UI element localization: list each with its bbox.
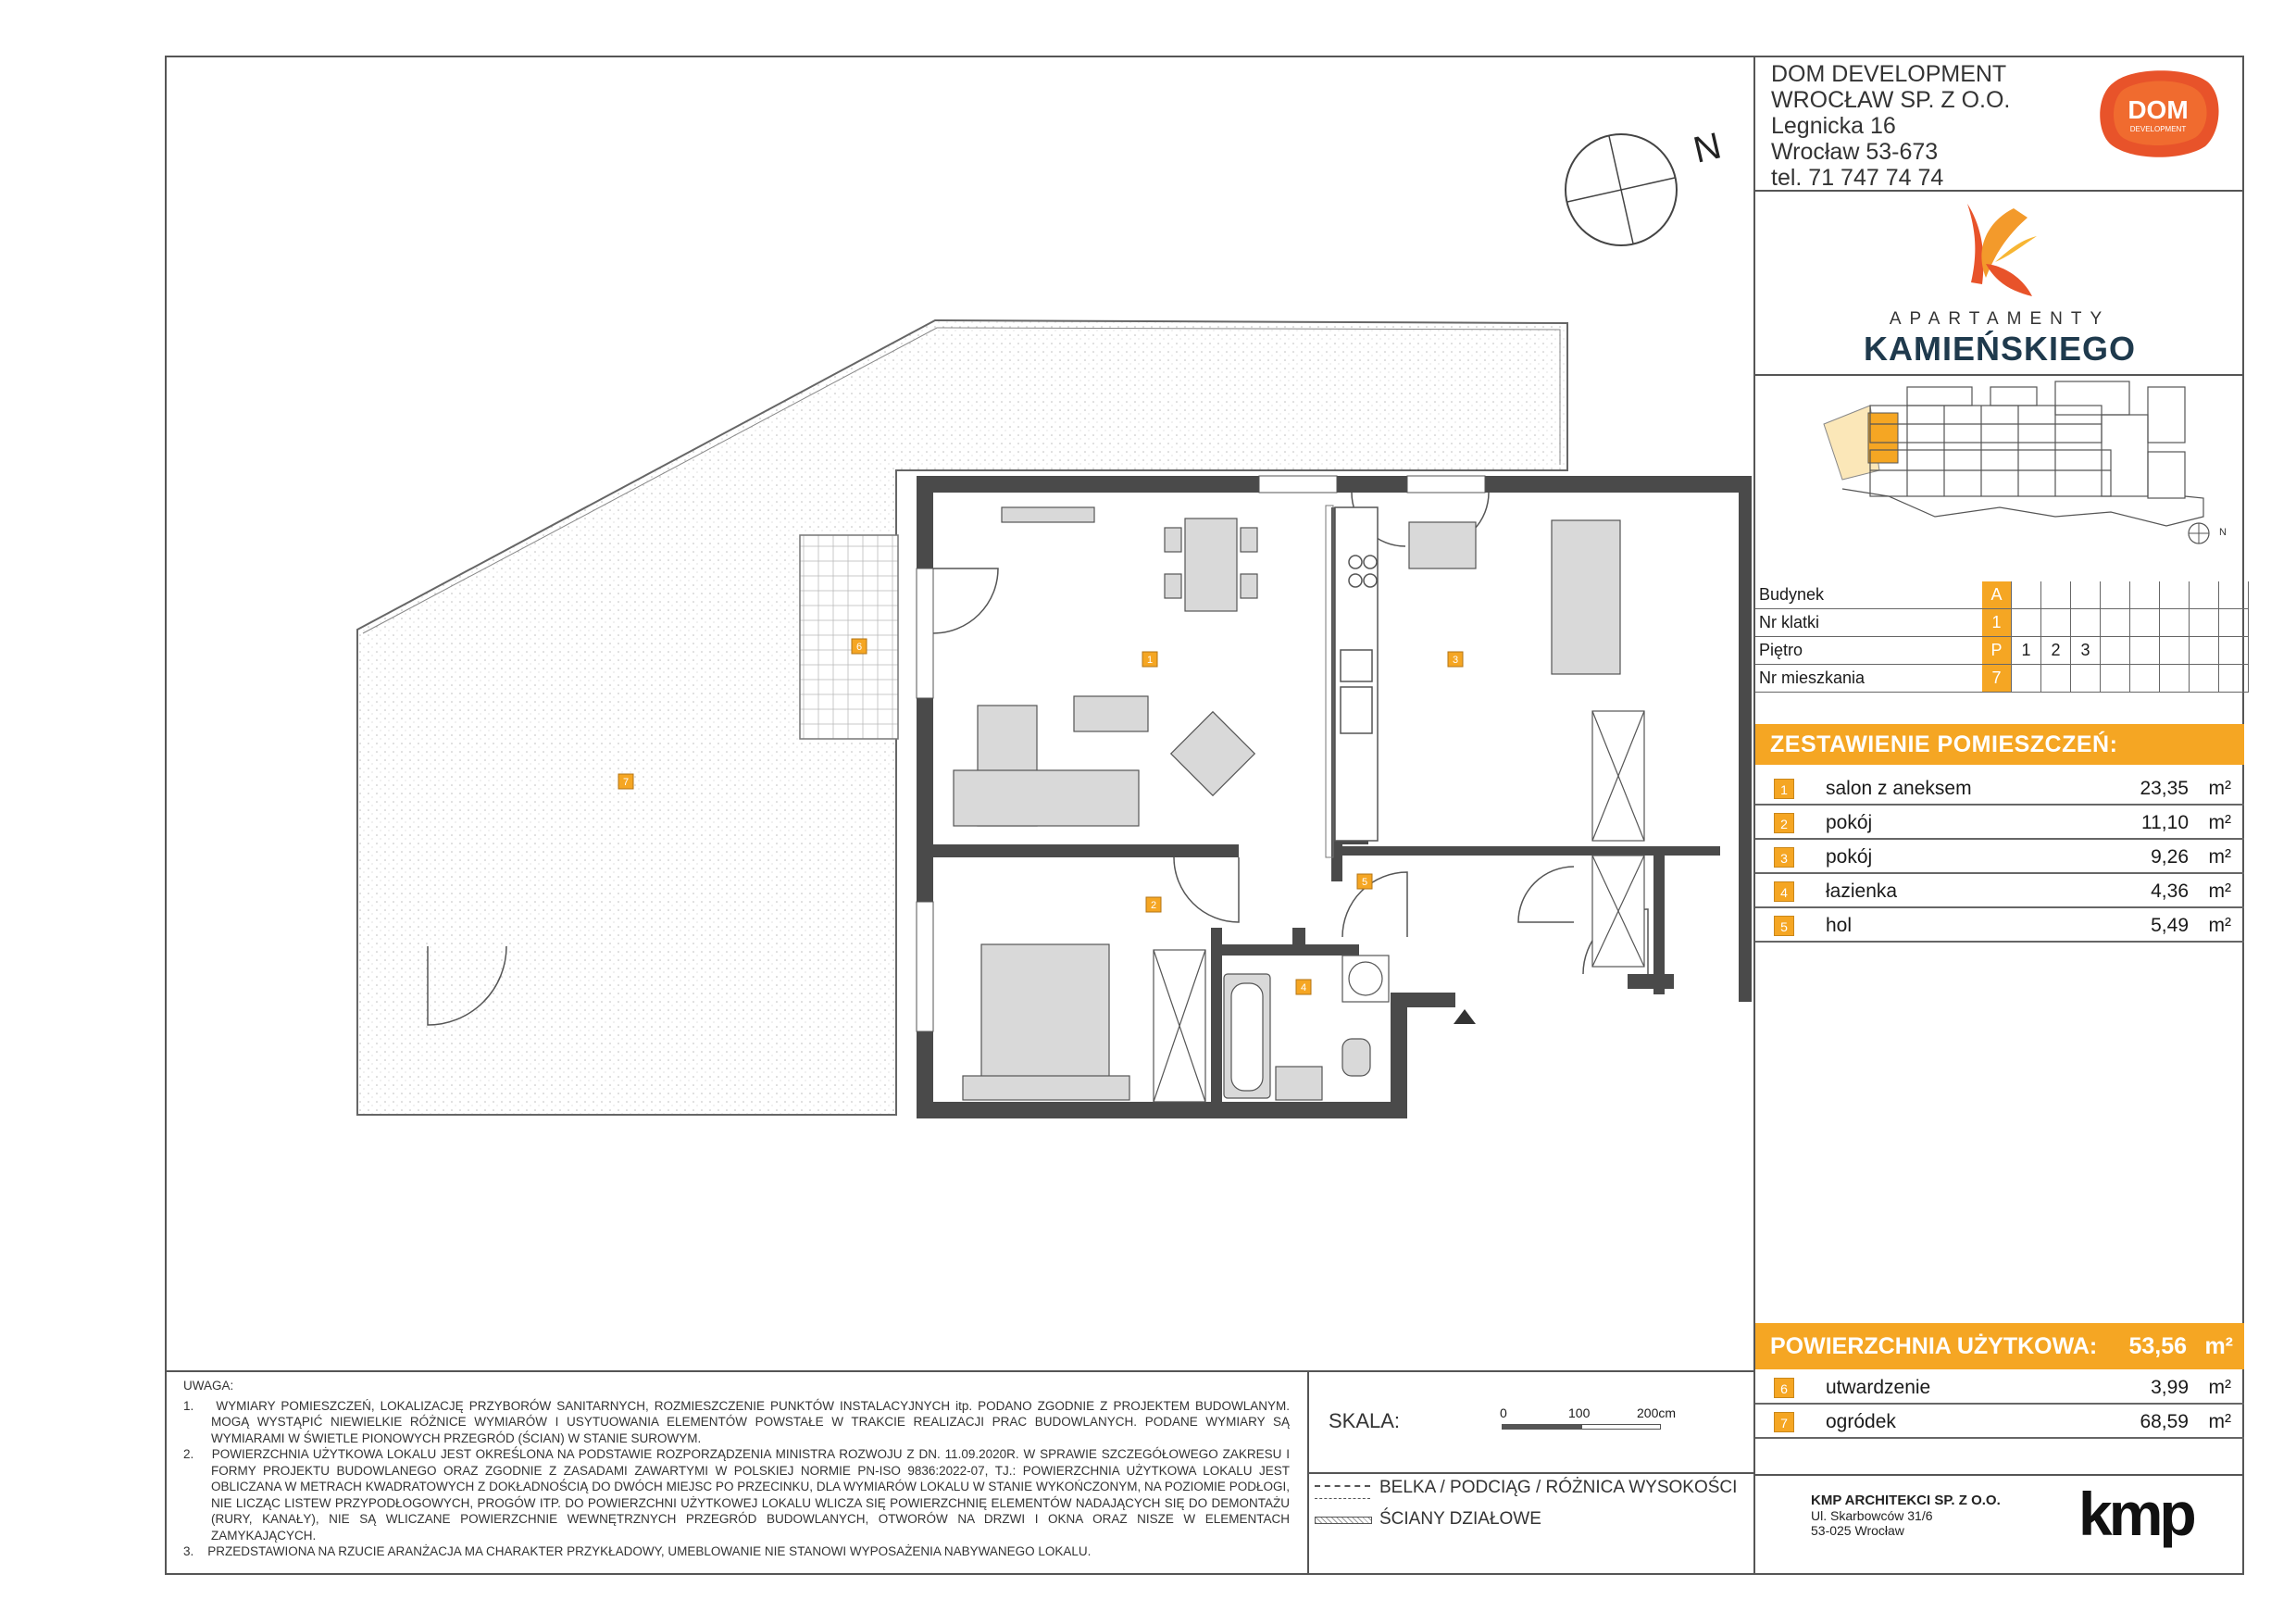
dom-logo-subtext: DEVELOPMENT (2129, 125, 2187, 133)
architect-name: KMP ARCHITEKCI SP. Z O.O. (1811, 1493, 2001, 1508)
info-cell (2071, 665, 2101, 693)
info-cell (2101, 665, 2130, 693)
notes (183, 1378, 1290, 1560)
info-cell (2101, 609, 2130, 637)
building-keyplan (1815, 378, 2240, 577)
info-cell (2219, 609, 2249, 637)
info-cell (2219, 581, 2249, 609)
room-label-number: 4 (1300, 982, 1307, 993)
developer-city: Wrocław 53-673 (1771, 139, 1939, 165)
room-area: 3,99 (2151, 1377, 2189, 1398)
rooms-header: ZESTAWIENIE POMIESZCZEŃ: (1755, 724, 2244, 765)
room-area-unit: m² (2208, 1411, 2231, 1432)
legend-walls: ŚCIANY DZIAŁOWE (1379, 1509, 1541, 1529)
room-area: 5,49 (2151, 915, 2189, 936)
living-furniture (954, 696, 1254, 826)
room-name: pokój (1826, 846, 1873, 868)
room-number-badge: 5 (1774, 916, 1794, 936)
total-area-label: POWIERZCHNIA UŻYTKOWA: (1770, 1333, 2098, 1359)
total-area-value: 53,56 (2128, 1333, 2187, 1359)
info-cell (2160, 581, 2190, 609)
info-cell (2160, 665, 2190, 693)
info-cell (2130, 609, 2160, 637)
total-area-row (1755, 1323, 2244, 1369)
scale-label: SKALA: (1329, 1409, 1401, 1432)
note-3: 3. PRZEDSTAWIONA NA RZUCIE ARANŻACJA MA CHARAKTER PRZYKŁADOWY, UMEBLOWANIE NIE STANOWI WYPOSAŻENIA NABYWANEGO LOKALU. (183, 1544, 1092, 1558)
room-row (1755, 909, 2244, 943)
kamienskiego-logo-mark (1958, 199, 2041, 301)
floor-plan (167, 57, 1752, 1368)
architect-city: 53-025 Wrocław (1811, 1523, 1904, 1538)
room-area: 68,59 (2140, 1411, 2189, 1432)
room-label-number: 1 (1146, 655, 1154, 666)
developer-name-2: WROCŁAW SP. Z O.O. (1771, 87, 2011, 113)
room-number-badge: 1 (1774, 779, 1794, 799)
total-area-unit: m² (2204, 1333, 2233, 1359)
architect-street: Ul. Skarbowców 31/6 (1811, 1508, 1933, 1523)
north-compass (1566, 125, 1725, 245)
room-area: 9,26 (2151, 846, 2189, 868)
info-cell (2160, 637, 2190, 665)
info-cell (2041, 665, 2071, 693)
room-label-number: 7 (622, 777, 630, 788)
room-area: 4,36 (2151, 881, 2189, 902)
architect-info (1811, 1493, 2001, 1538)
info-cell (2071, 609, 2101, 637)
info-cell: 1 (1982, 609, 2012, 637)
info-cell (2190, 637, 2219, 665)
room-area-unit: m² (2208, 846, 2231, 868)
keyplan-north-label: N (2219, 527, 2227, 538)
extra-row (1755, 1405, 2244, 1439)
room-name: pokój (1826, 812, 1873, 833)
info-row-label: Nr klatki (1755, 609, 1982, 637)
room-area: 23,35 (2140, 778, 2189, 799)
info-row-label: Budynek (1755, 581, 1982, 609)
room-area-unit: m² (2208, 812, 2231, 833)
room-area-unit: m² (2208, 915, 2231, 936)
extra-row (1755, 1371, 2244, 1405)
room-name: utwardzenie (1826, 1377, 1931, 1398)
room-number-badge: 3 (1774, 847, 1794, 868)
room-label-number: 6 (855, 642, 863, 653)
info-row (1755, 665, 2249, 693)
scale-legend-divider (1307, 1472, 1755, 1474)
room-number-badge: 2 (1774, 813, 1794, 833)
room-name: ogródek (1826, 1411, 1896, 1432)
room-area-unit: m² (2208, 778, 2231, 799)
brand-divider (1753, 374, 2244, 376)
bathroom-fixtures (1224, 956, 1389, 1100)
room-row (1755, 875, 2244, 908)
room-label-number: 5 (1361, 877, 1368, 888)
info-cell (2130, 665, 2160, 693)
info-cell: 1 (2012, 637, 2041, 665)
room-area-unit: m² (2208, 881, 2231, 902)
dom-development-logo (2094, 67, 2222, 159)
info-cell: P (1982, 637, 2012, 665)
info-row-label: Nr mieszkania (1755, 665, 1982, 693)
info-row (1755, 637, 2249, 665)
developer-address (1771, 61, 2010, 191)
room-name: hol (1826, 915, 1853, 936)
north-label: N (1690, 125, 1726, 171)
developer-street: Legnicka 16 (1771, 113, 1896, 139)
dining-set (1165, 518, 1257, 611)
notes-title: UWAGA: (183, 1379, 234, 1393)
room-number-badge: 4 (1774, 881, 1794, 902)
info-cell: A (1982, 581, 2012, 609)
partition-wall-symbol (1315, 1517, 1372, 1524)
room-name: salon z aneksem (1826, 778, 1972, 799)
scale-tick-100: 100 (1568, 1405, 1591, 1420)
room-name: łazienka (1826, 881, 1898, 902)
info-cell (2130, 637, 2160, 665)
developer-phone: tel. 71 747 74 74 (1771, 165, 1944, 191)
info-cell: 7 (1982, 665, 2012, 693)
info-cell (2101, 637, 2130, 665)
room-area: 11,10 (2141, 812, 2189, 833)
info-cell (2101, 581, 2130, 609)
terrace-area (800, 535, 898, 739)
extras-divider (1753, 1474, 2244, 1476)
info-cell (2130, 581, 2160, 609)
room-label-number: 3 (1452, 655, 1459, 666)
dom-logo-text: DOM (2128, 95, 2189, 124)
room-row (1755, 806, 2244, 840)
info-cell (2219, 665, 2249, 693)
note-2: 2. POWIERZCHNIA UŻYTKOWA LOKALU JEST OKREŚLONA NA PODSTAWIE ROZPORZĄDZENIA MINISTRA ROZWOJU Z DN. 11.09.2020R. W SPRAWIE SZCZEGÓŁOWEGO ZAKRESU I FORMY PROJEKTU BUDOWLANEGO ORAZ ZGODNIE Z ZASADAMI ZAWARTYMI W POLSKIEJ NORMIE PN-ISO 9836:2022-07, TJ.: POWIERZCHNIA UŻYTKOWA LOKALU JEST OBLICZANA W METRACH KWADRATOWYCH Z DOKŁADNOŚCIĄ DO DWÓCH MIEJSC PO PRZECINKU, DLA WYMIARÓW LOKALU W STANIE WYKOŃCZONYM, NA POZIOMIE PODŁOGI, NIE LICZĄC LISTEW PRZYPODŁOGOWYCH, PROGÓW ITP. DO POWIERZCHNI UŻYTKOWEJ LOKALU WLICZA SIĘ POWIERZCHNIĘ ELEMENTÓW NADAJĄCYCH SIĘ DO DEMONTAŻU (RURY, KANAŁY), NIE SĄ WLICZANE POWIERZCHNIE WEWNĘTRZNYCH PRZEGRÓD BUDOWLANYCH, OTWORÓW NA DRZWI I OKNA ORAZ NISZE W ELEMENTACH ZAMYKAJĄCYCH. (183, 1447, 1290, 1543)
notes-divider (165, 1370, 1755, 1372)
info-cell (2071, 581, 2101, 609)
room-number-badge: 6 (1774, 1378, 1794, 1398)
brand-title: APARTAMENTY (1889, 309, 2111, 329)
room-row (1755, 772, 2244, 806)
info-cell (2041, 609, 2071, 637)
room-label-number: 2 (1150, 900, 1157, 911)
info-cell: 3 (2071, 637, 2101, 665)
info-cell (2190, 609, 2219, 637)
info-cell (2219, 637, 2249, 665)
bedroom2-furniture (963, 944, 1205, 1102)
info-cell (2160, 609, 2190, 637)
room-area-unit: m² (2208, 1377, 2231, 1398)
room-row (1755, 841, 2244, 874)
info-cell (2190, 665, 2219, 693)
info-row-label: Piętro (1755, 637, 1982, 665)
info-row (1755, 581, 2249, 609)
brand-subtitle: KAMIEŃSKIEGO (1863, 330, 2137, 368)
developer-name-1: DOM DEVELOPMENT (1771, 61, 2007, 87)
room-number-badge: 7 (1774, 1412, 1794, 1432)
bedroom3-furniture (1409, 520, 1644, 841)
info-cell (2012, 665, 2041, 693)
info-cell: 2 (2041, 637, 2071, 665)
beam-line-symbol (1315, 1485, 1370, 1499)
kmp-logo: kmp (2078, 1480, 2193, 1548)
info-row (1755, 609, 2249, 637)
info-cell (2012, 609, 2041, 637)
note-1: 1. WYMIARY POMIESZCZEŃ, LOKALIZACJĘ PRZYBORÓW SANITARNYCH, ROZMIESZCZENIE PUNKTÓW INSTALACYJNYCH itp. PODANO ZGODNIE Z PROJEKTEM BUDOWLANYM. MOGĄ WYSTĄPIĆ NIEWIELKIE RÓŻNICE WYMIARÓW I USYTUOWANIA ELEMENTÓW POWSTAŁE W TRAKCIE REALIZACJI PRAC BUDOWLANYCH. PODANE WYMIARY SĄ WYMIARAMI W ŚWIETLE PIONOWYCH PRZEGRÓD (ŚCIAN) W STANIE SUROWYM. (183, 1398, 1290, 1445)
scale-bar (1500, 1405, 1685, 1433)
info-cell (2041, 581, 2071, 609)
location-table (1755, 581, 2249, 693)
scale-tick-200: 200cm (1637, 1405, 1677, 1420)
scale-tick-0: 0 (1500, 1405, 1507, 1420)
info-cell (2190, 581, 2219, 609)
kitchen-units (1335, 507, 1378, 841)
legend-beams: BELKA / PODCIĄG / RÓŻNICA WYSOKOŚCI (1379, 1478, 1738, 1497)
info-cell (2012, 581, 2041, 609)
